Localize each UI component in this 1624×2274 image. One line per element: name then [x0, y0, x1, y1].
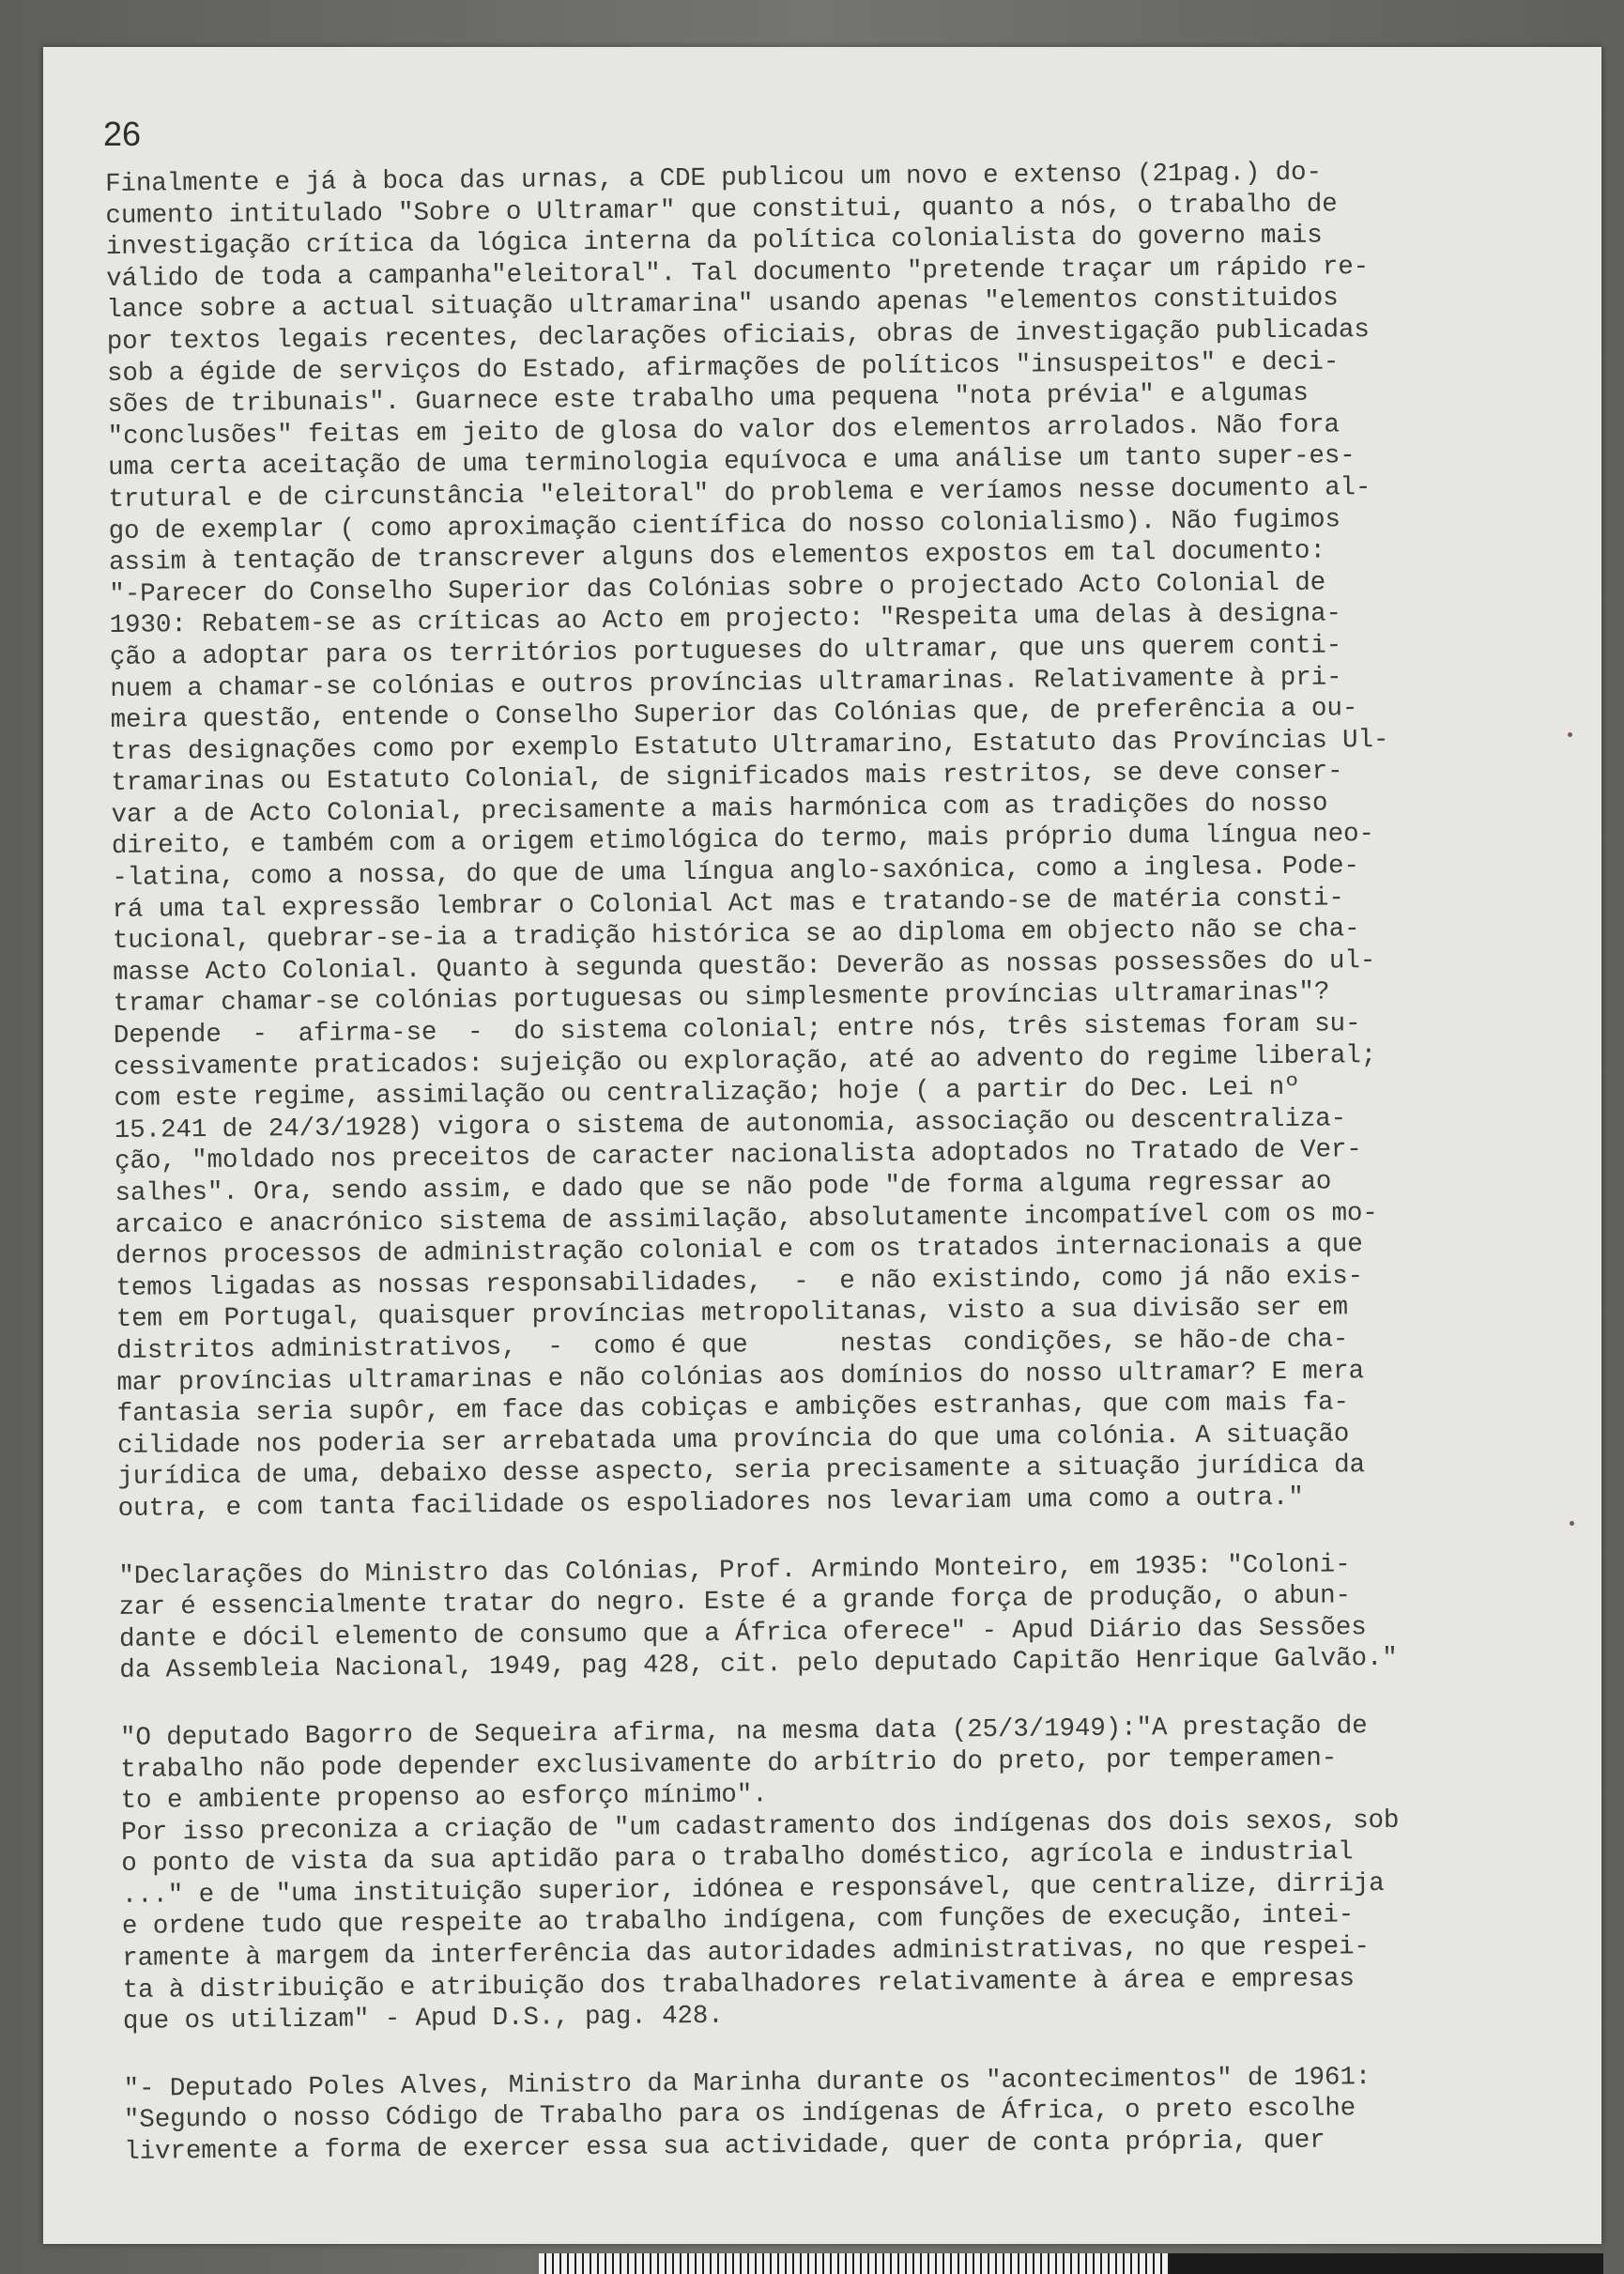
text-line: rá uma tal expressão lembrar o Colonial Act mas e tratando-se de matéria consti- — [112, 883, 1344, 925]
text-line: distritos administrativos, - como é que nestas condições, se hão-de cha- — [115, 1325, 1349, 1366]
text-line: zar é essencialmente tratar do negro. Este é a grande força de produção, o abun- — [118, 1581, 1352, 1623]
text-line: tras designações como por exemplo Estatuto Ultramarino, Estatuto das Províncias Ul- — [110, 725, 1389, 767]
text-line: uma certa aceitação de uma terminologia equívoca e uma análise um tanto super-es- — [107, 441, 1356, 484]
text-line: -latina, como a nossa, do que de uma língua anglo-saxónica, como a inglesa. Pode- — [112, 852, 1359, 894]
text-line: fantasia seria supôr, em face das cobiças e ambições estranhas, que com mais fa- — [116, 1388, 1350, 1430]
text-line: cumento intitulado "Sobre o Ultramar" que constitui, quanto a nós, o trabalho de — [105, 189, 1338, 231]
text-line: "O deputado Bagorro de Sequeira afirma, na mesma data (25/3/1949):"A prestação de — [119, 1712, 1368, 1753]
text-line: tucional, quebrar-se-ia a tradição histórica se ao diploma em objecto não se cha- — [112, 914, 1360, 957]
text-line: ção, "moldado nos preceitos de caracter nacionalista adoptados no Tratado de Ver- — [115, 1135, 1362, 1177]
text-line: salhes". Ora, sendo assim, e dado que se não pode "de forma alguma regressar ao — [115, 1167, 1332, 1208]
scan-ruler-dark-strip — [1170, 2253, 1603, 2274]
text-line: to e ambiente propenso ao esforço mínimo". — [120, 1780, 768, 1817]
text-line: o ponto de vista da sua aptidão para o trabalho doméstico, agrícola e industrial — [121, 1837, 1354, 1880]
text-line: jurídica de uma, debaixo desse aspecto, seria precisamente a situação jurídica da — [117, 1451, 1366, 1493]
text-line: mar províncias ultramarinas e não colónias aos domínios do nosso ultramar? E mera — [116, 1356, 1365, 1398]
text-line: lance sobre a actual situação ultramarina" usando apenas "elementos constituidos — [106, 284, 1339, 326]
text-line: 1930: Rebatem-se as críticas ao Acto em projecto: "Respeita uma delas à designa- — [109, 599, 1341, 641]
text-line: nuem a chamar-se colónias e outros províncias ultramarinas. Relativamente à pri- — [110, 662, 1342, 704]
text-line: por textos legais recentes, declarações oficiais, obras de investigação publicadas — [106, 315, 1370, 357]
text-line: dernos processos de administração colonial e com os tratados internacionais a que — [115, 1230, 1363, 1272]
document-body — [105, 156, 1513, 2169]
text-line: go de exemplar ( como aproximação científica do nosso colonialismo). Não fugimos — [108, 504, 1341, 546]
text-line: tramarinas ou Estatuto Colonial, de significados mais restritos, se deve conser- — [111, 757, 1343, 799]
text-line: válido de toda a campanha"eleitoral". Tal documento "pretende traçar um rápido re- — [105, 252, 1370, 294]
text-line: tem em Portugal, quaisquer províncias metropolitanas, visto a sua divisão ser em — [115, 1293, 1349, 1335]
text-line: tramar chamar-se colónias portuguesas ou simplesmente províncias ultramarinas"? — [113, 977, 1330, 1020]
text-line: assim à tentação de transcrever alguns dos elementos expostos em tal documento: — [108, 536, 1325, 578]
text-line: var a de Acto Colonial, precisamente a mais harmónica com as tradições do nosso — [111, 789, 1328, 830]
text-line: temos ligadas as nossas responsabilidades, - e não existindo, como já não exis- — [115, 1261, 1364, 1303]
text-line: e ordene tudo que respeite ao trabalho indígena, com funções de execução, intei- — [121, 1900, 1355, 1943]
text-line: ta à distribuição e atribuição dos trabalhadores relativamente à área e empresas — [122, 1963, 1355, 2005]
text-line: direito, e também com a origem etimológica do termo, mais próprio duma língua neo- — [111, 820, 1375, 862]
text-line: cilidade nos poderia ser arrebatada uma província do que uma colónia. A situação — [116, 1420, 1350, 1461]
text-line: dante e dócil elemento de consumo que a África oferece" - Apud Diário das Sessões — [118, 1612, 1367, 1654]
paragraph-minister-declaration — [118, 1547, 1509, 1687]
text-line: da Assembleia Nacional, 1949, pag 428, cit. pelo deputado Capitão Henrique Galvão." — [119, 1644, 1398, 1686]
text-line: Depende - afirma-se - do sistema colonial; entre nós, três sistemas foram su- — [113, 1009, 1361, 1051]
text-line: cessivamente praticados: sujeição ou exploração, até ao advento do regime liberal; — [114, 1040, 1377, 1083]
text-line: livremente a forma de exercer essa sua actividade, quer de conta própria, quer — [124, 2126, 1325, 2167]
page-number: 26 — [103, 115, 142, 153]
text-line: "-Parecer do Conselho Superior das Colónias sobre o projectado Acto Colonial de — [109, 568, 1326, 609]
text-line: ramente à margem da interferência das autoridades administrativas, no que respei- — [122, 1932, 1371, 1974]
text-line: com este regime, assimilação ou centralização; hoje ( a partir do Dec. Lei nº — [114, 1073, 1300, 1114]
text-line: outra, e com tanta facilidade os espoliadores nos levariam uma como a outra." — [117, 1483, 1304, 1524]
text-line: "Segundo o nosso Código de Trabalho para os indígenas de África, o preto escolhe — [123, 2094, 1356, 2136]
paper-mark — [1570, 1521, 1574, 1526]
text-line: Finalmente e já à boca das urnas, a CDE publicou um novo e extenso (21pag.) do- — [105, 158, 1323, 199]
text-line: meira questão, entende o Conselho Superior das Colónias que, de preferência a ou- — [110, 694, 1358, 736]
paragraph-poles-alves — [123, 2061, 1513, 2169]
text-line: "Declarações do Ministro das Colónias, Prof. Armindo Monteiro, em 1935: "Coloni- — [118, 1549, 1351, 1591]
text-line: arcaico e anacrónico sistema de assimilação, absolutamente incompatível com os mo- — [115, 1198, 1378, 1240]
text-line: masse Acto Colonial. Quanto à segunda questão: Deverão as nossas possessões do ul- — [113, 945, 1376, 988]
text-line: Por isso preconiza a criação de "um cadastramento dos indígenas dos dois sexos, sob — [120, 1805, 1400, 1848]
paragraph-cde-document — [105, 156, 1508, 1526]
paragraph-bagorro-sequeira — [120, 1710, 1512, 2038]
paper-mark — [1568, 732, 1572, 737]
text-line: 15.241 de 24/3/1928) vigora o sistema de autonomia, associação ou descentraliza- — [114, 1104, 1347, 1145]
text-line: "conclusões" feitas em jeito de glosa do valor dos elementos arrolados. Não fora — [107, 410, 1341, 452]
text-line: "- Deputado Poles Alves, Ministro da Marinha durante os "acontecimentos" de 1961: — [123, 2062, 1371, 2104]
text-line: ..." e de "uma instituição superior, idónea e responsável, que centralize, dirrija — [121, 1868, 1385, 1911]
text-line: trutural e de circunstância "eleitoral" do problema e veríamos nesse documento al- — [108, 473, 1371, 515]
text-line: trabalho não pode depender exclusivamente do arbítrio do preto, por temperamen- — [120, 1743, 1338, 1785]
text-line: ção a adoptar para os territórios portugueses do ultramar, que uns querem conti- — [109, 631, 1342, 672]
text-line: investigação crítica da lógica interna da política colonialista do governo mais — [105, 221, 1323, 263]
text-line: sob a égide de serviços do Estado, afirmações de políticos "insuspeitos" e deci- — [106, 346, 1340, 389]
text-line: que os utilizam" - Apud D.S., pag. 428. — [122, 2002, 724, 2037]
text-line: sões de tribunais". Guarnece este trabalho uma pequena "nota prévia" e algumas — [107, 378, 1309, 421]
